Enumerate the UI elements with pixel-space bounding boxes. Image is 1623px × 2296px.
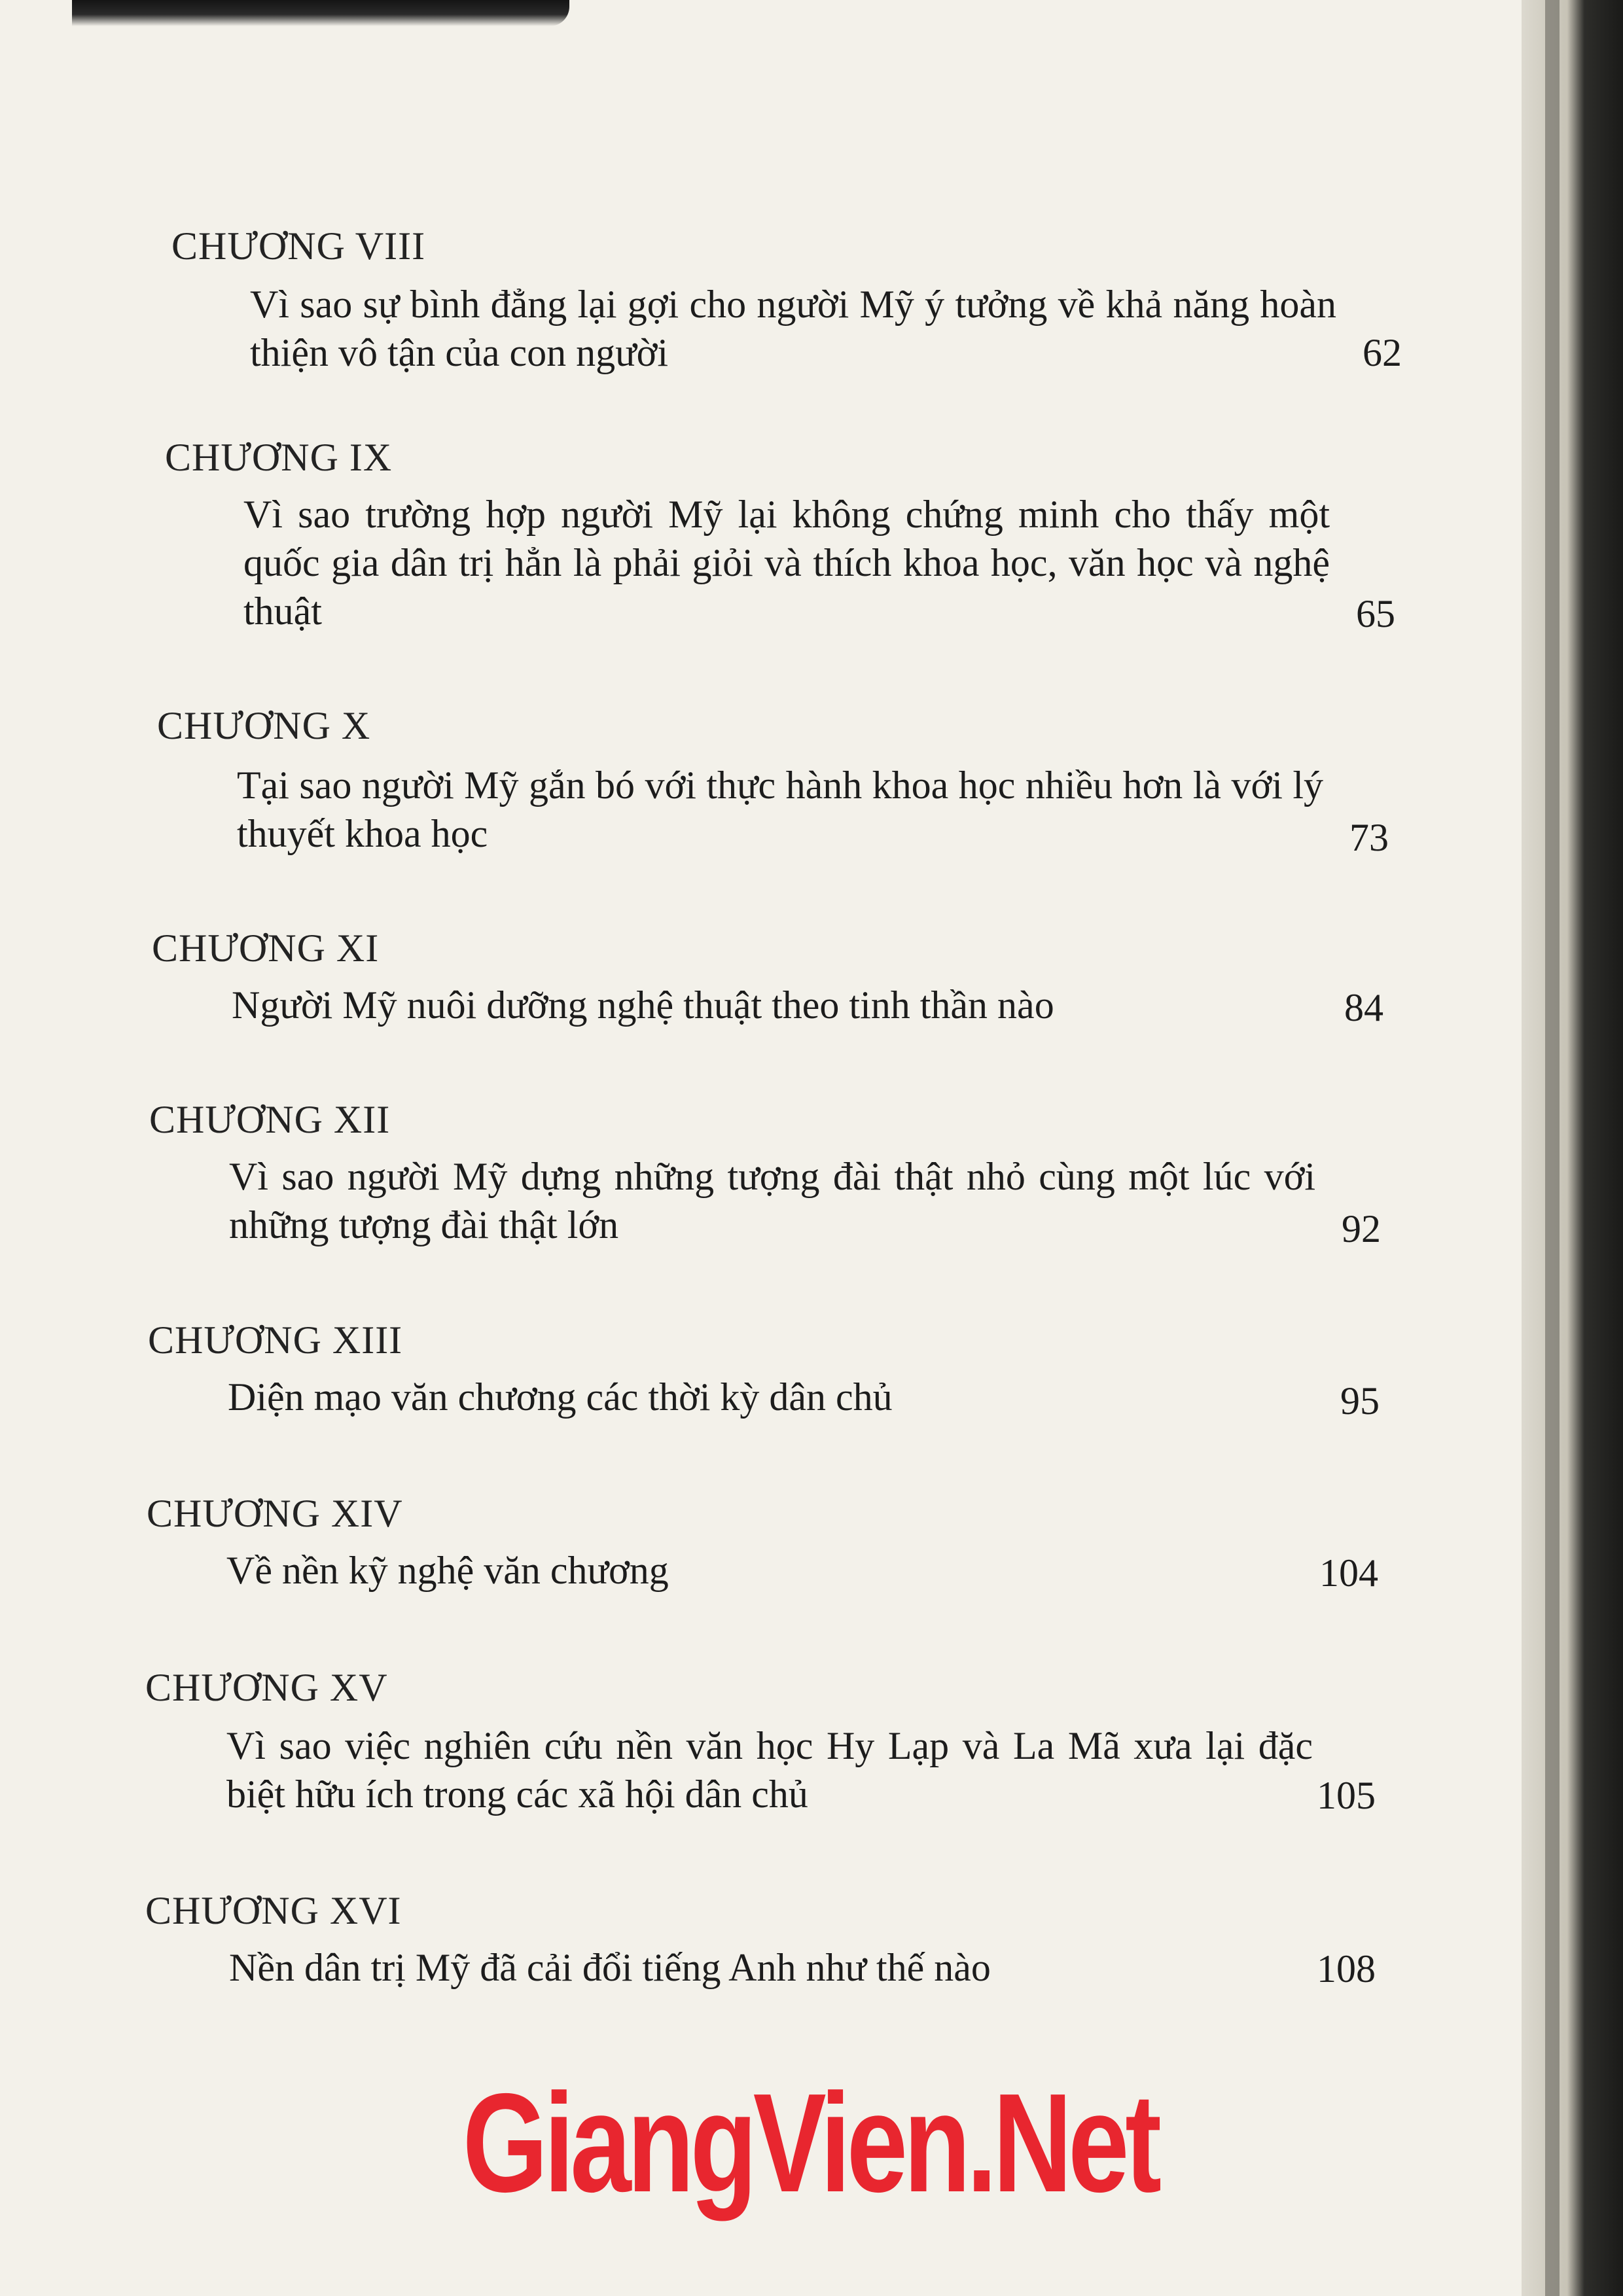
toc-entry[interactable] [243,490,1395,641]
chapter-title: Vì sao người Mỹ dựng những tượng đài thật nhỏ cùng một lúc với những tượng đài thật lớn [229,1155,1315,1246]
scan-page-edge [1522,0,1623,2296]
page-number: 108 [1317,1947,1376,1990]
chapter-title: Tại sao người Mỹ gắn bó với thực hành khoa học nhiều hơn là với lý thuyết khoa học [237,764,1323,855]
chapter-heading: CHƯƠNG XV [145,1666,388,1709]
toc-chapter-14 [147,1490,1377,1608]
toc-entry[interactable] [229,1152,1381,1250]
toc-chapter-15 [145,1664,1376,1828]
chapter-heading: CHƯƠNG XIII [148,1318,403,1362]
chapter-title: Vì sao trường hợp người Mỹ lại không chứng minh cho thấy một quốc gia dân trị hẳn là phải giỏi và thích khoa học, văn học và nghệ thuật [243,493,1330,633]
chapter-title: Người Mỹ nuôi dưỡng nghệ thuật theo tinh thần nào [232,983,1054,1027]
page-number: 92 [1342,1207,1381,1250]
toc-entry[interactable] [226,1722,1376,1820]
chapter-heading: CHƯƠNG XIV [147,1492,403,1535]
page-number: 105 [1317,1774,1376,1817]
chapter-title: Về nền kỹ nghệ văn chương [226,1549,669,1592]
toc-chapter-13 [148,1316,1378,1434]
toc-chapter-11 [152,925,1382,1042]
chapter-heading: CHƯƠNG IX [165,436,393,479]
chapter-heading: CHƯƠNG VIII [171,224,426,268]
toc-chapter-10 [157,702,1387,866]
toc-chapter-12 [149,1096,1380,1260]
page-number: 104 [1319,1551,1378,1595]
chapter-title: Vì sao sự bình đẳng lại gợi cho người Mỹ ý tưởng về khả năng hoàn thiện vô tận của con người [250,283,1336,374]
chapter-heading: CHƯƠNG XVI [145,1889,402,1932]
page-number: 84 [1344,986,1383,1029]
chapter-title: Nền dân trị Mỹ đã cải đổi tiếng Anh như thế nào [229,1946,991,1989]
toc-chapter-8 [171,222,1402,380]
chapter-title: Diện mạo văn chương các thời kỳ dân chủ [228,1375,893,1419]
toc-entry[interactable] [250,280,1402,378]
page-number: 73 [1349,816,1389,859]
toc-entry[interactable] [228,1373,1380,1425]
chapter-heading: CHƯƠNG X [157,704,371,747]
page-number: 62 [1363,331,1402,374]
chapter-heading: CHƯƠNG XI [152,927,380,970]
chapter-title: Vì sao việc nghiên cứu nền văn học Hy Lạp và La Mã xưa lại đặc biệt hữu ích trong các xã hội dân chủ [226,1724,1313,1816]
page-number: 95 [1340,1379,1380,1422]
toc-entry[interactable] [226,1546,1378,1598]
site-watermark: GiangVien.Net [462,2064,1158,2221]
page-number: 65 [1356,592,1395,635]
toc-entry[interactable] [237,761,1389,859]
toc-entry[interactable] [232,981,1383,1033]
chapter-heading: CHƯƠNG XII [149,1098,391,1141]
toc-chapter-16 [145,1887,1376,2005]
toc-entry[interactable] [229,1943,1376,1996]
toc-chapter-9 [165,434,1395,643]
